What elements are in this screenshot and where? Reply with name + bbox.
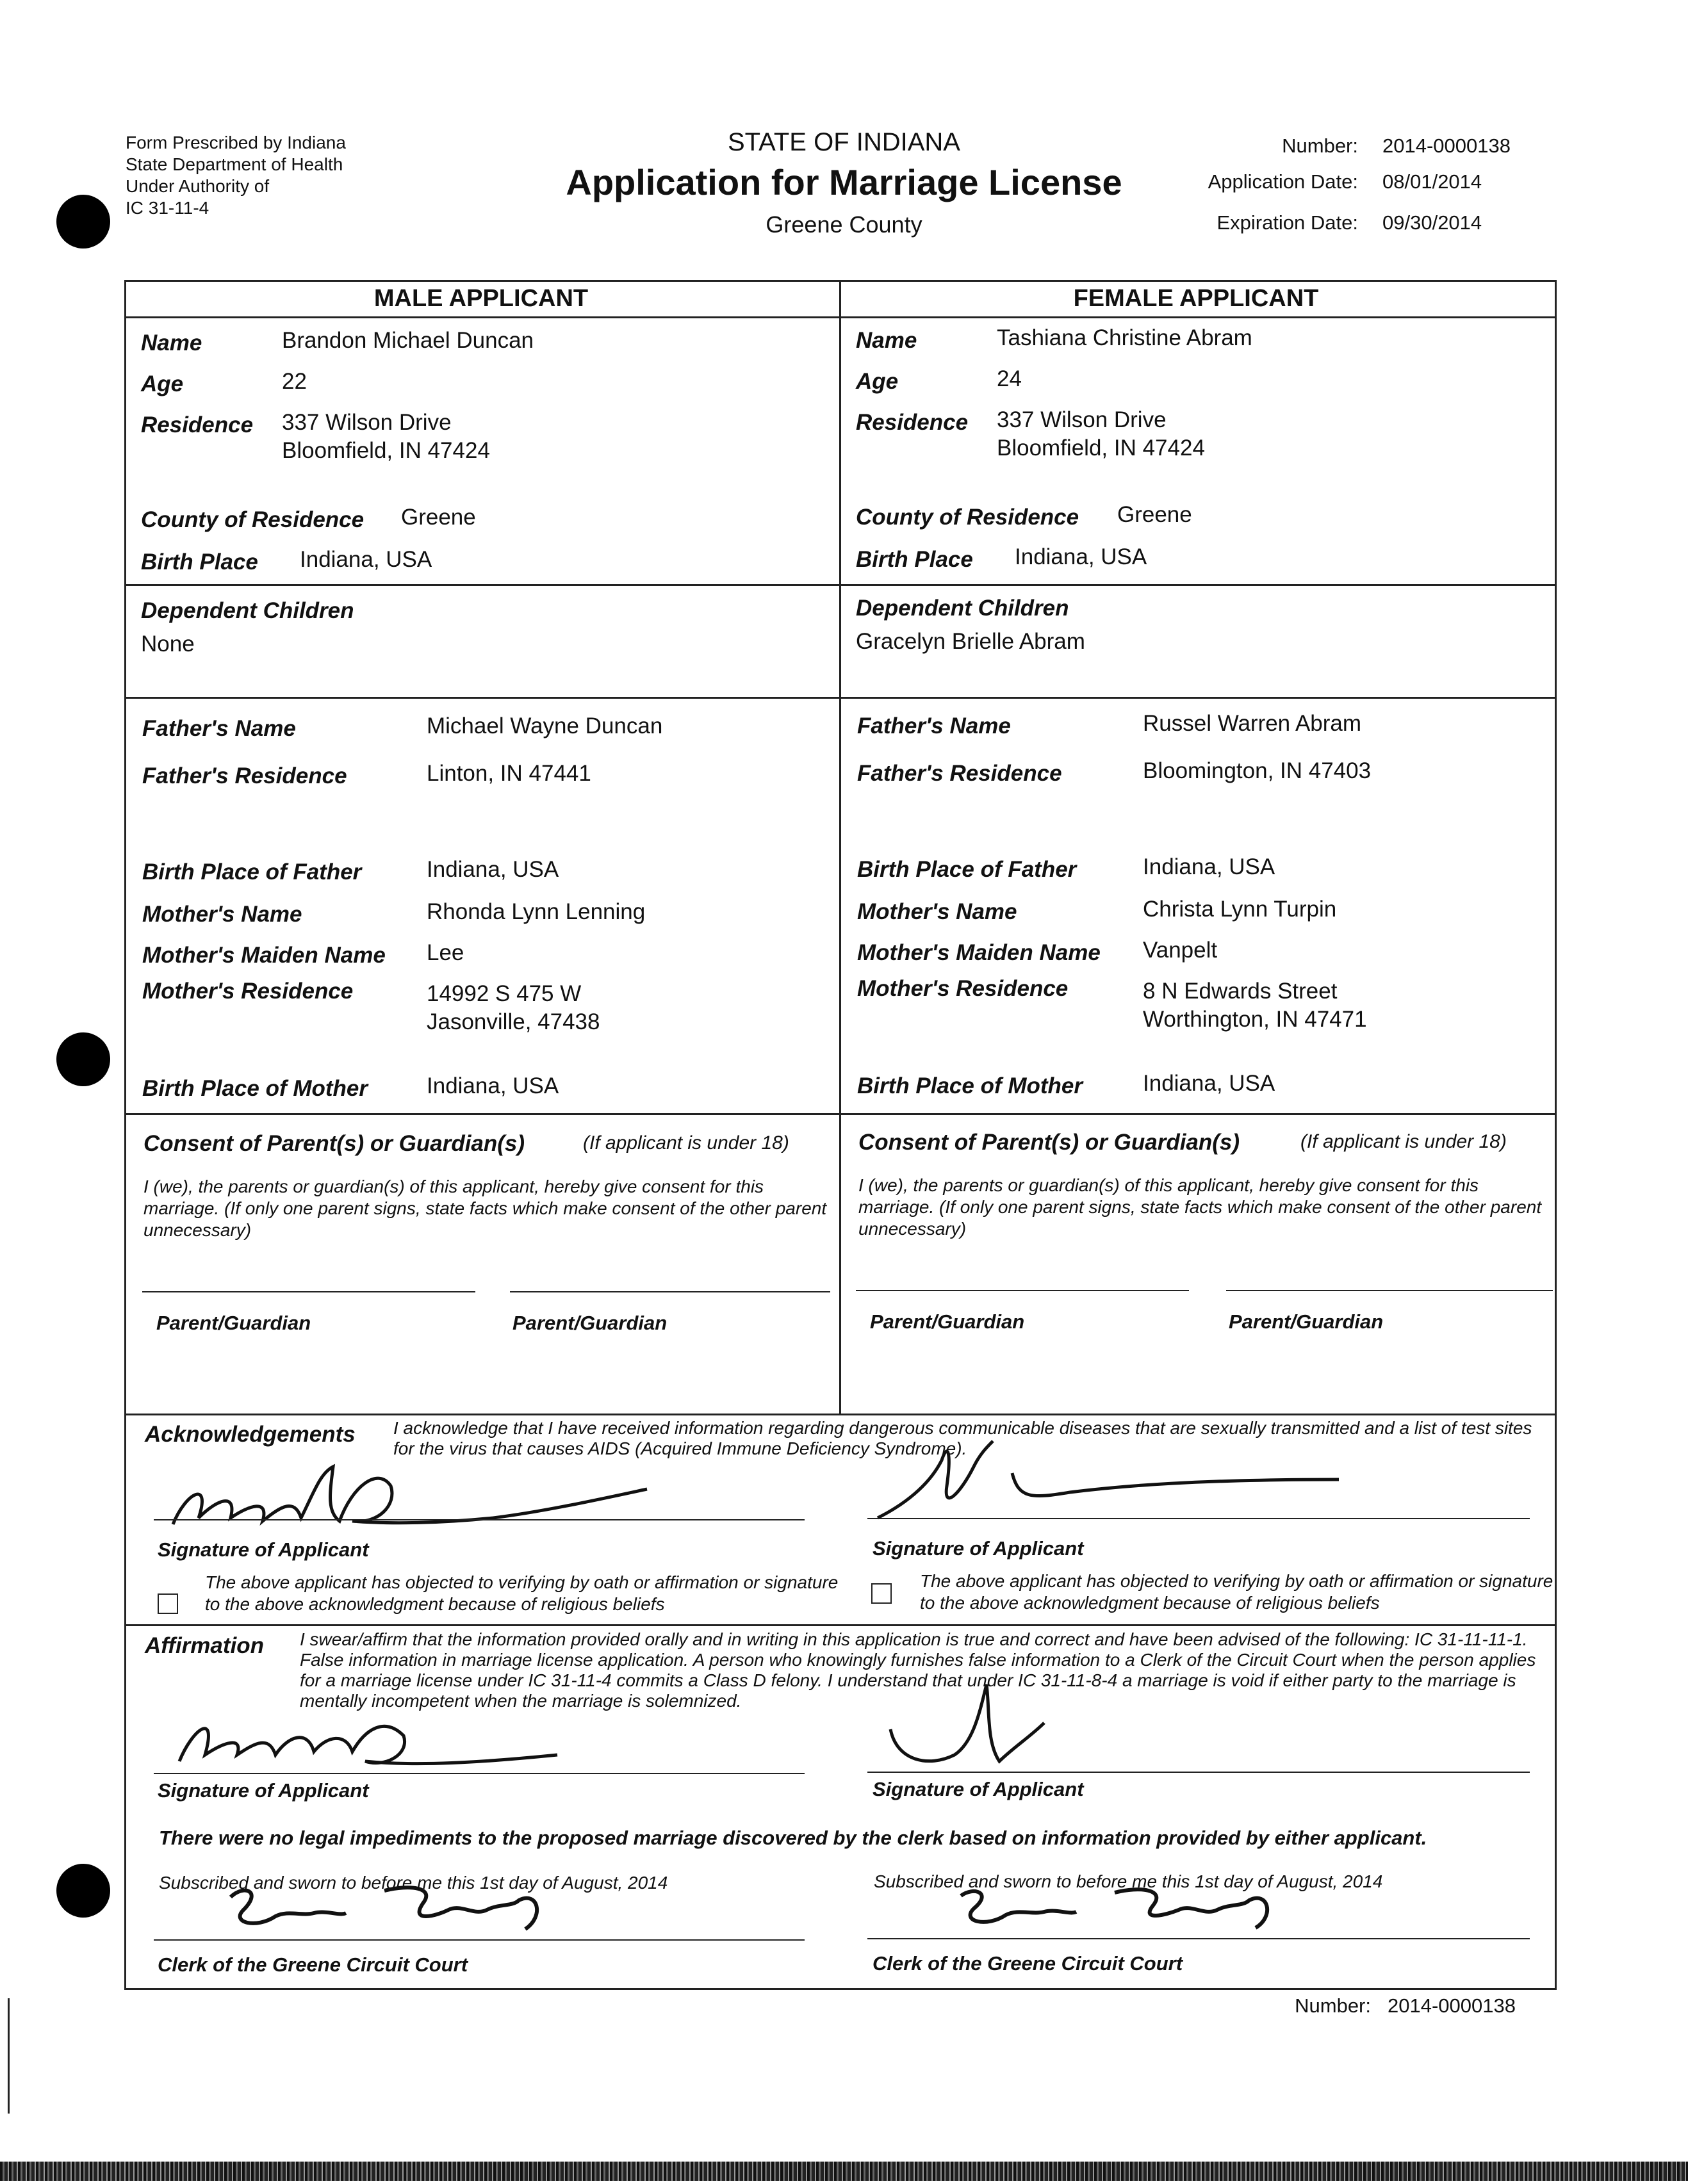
female-clerk-sigline — [867, 1938, 1530, 1939]
affirmation-text: I swear/affirm that the information provided orally and in writing in this application is true and correct and have been advised of the following: IC 31-11-11-1. False information in marriage license application. A person who knowingly furnishes false information to a Clerk of the Circuit Court when the person applies for a marriage license under IC 31-11-4 commits a Class D felony. I understand that under IC 31-11-8-4 a marriage is void if either party to the marriage is mentally incompetent when the marriage is solemnized. — [300, 1629, 1536, 1711]
female-children-label: Dependent Children — [856, 596, 1069, 621]
row-divider — [124, 584, 1557, 586]
male-acknowledgement-sigline — [154, 1519, 805, 1520]
male-consent-text: I (we), the parents or guardian(s) of this applicant, hereby give consent for this marriage. (If only one parent signs, state facts which make consent of the other parent unnecessary) — [143, 1177, 827, 1240]
male-consent-note: (If applicant is under 18) — [583, 1132, 789, 1153]
female-clerk-label: Clerk of the Greene Circuit Court — [873, 1952, 1183, 1975]
female-affirmation-signature — [878, 1672, 1198, 1787]
female-parent-guardian-label: Parent/Guardian — [1229, 1310, 1384, 1333]
state-heading: STATE OF INDIANA — [728, 128, 960, 156]
row-divider — [124, 697, 1557, 699]
female-acknowledgement-signature — [865, 1428, 1390, 1531]
male-religious-objection-checkbox[interactable] — [158, 1593, 178, 1614]
female-father-name: Russel Warren Abram — [1143, 711, 1362, 736]
female-affirmation-sigline — [867, 1772, 1530, 1773]
female-consent-text: I (we), the parents or guardian(s) of this applicant, hereby give consent for this marriage. (If only one parent signs, state facts which make consent of the other parent unnecessary) — [858, 1175, 1542, 1239]
female-birthplace: Indiana, USA — [1015, 544, 1147, 569]
male-acknowledgement-signature — [160, 1454, 685, 1544]
acknowledgements-title: Acknowledgements — [145, 1422, 356, 1447]
female-residence: 337 Wilson Drive Bloomfield, IN 47424 — [997, 407, 1205, 460]
female-applicant-heading: FEMALE APPLICANT — [1073, 285, 1319, 312]
female-birthplace-label: Birth Place — [856, 547, 973, 572]
male-residence-label: Residence — [141, 412, 254, 437]
affirmation-title: Affirmation — [145, 1633, 265, 1658]
expiration-date: 09/30/2014 — [1382, 211, 1482, 234]
male-father-name: Michael Wayne Duncan — [427, 713, 663, 738]
female-mother-maiden: Vanpelt — [1143, 938, 1218, 963]
male-age-label: Age — [141, 371, 184, 396]
male-children: None — [141, 632, 195, 656]
female-name-label: Name — [856, 328, 917, 353]
male-birthplace: Indiana, USA — [300, 547, 432, 572]
female-father-res-label: Father's Residence — [857, 761, 1062, 786]
female-affirmation-signature-label: Signature of Applicant — [873, 1778, 1084, 1800]
no-impediments-statement: There were no legal impediments to the proposed marriage discovered by the clerk based on information provided by either applicant. — [159, 1827, 1427, 1849]
male-name: Brandon Michael Duncan — [282, 328, 534, 353]
female-sworn-statement: Subscribed and sworn to before me this 1st day of August, 2014 — [874, 1871, 1383, 1891]
female-objection-text: The above applicant has objected to verifying by oath or affirmation or signature to the above acknowledgment because of religious beliefs — [920, 1571, 1553, 1613]
punch-hole — [56, 1032, 110, 1086]
female-guardian-sigline — [856, 1290, 1189, 1291]
female-mother-maiden-label: Mother's Maiden Name — [857, 940, 1101, 965]
expiration-date-label: Expiration Date: — [1217, 211, 1358, 234]
application-date: 08/01/2014 — [1382, 170, 1482, 193]
female-birth-father-label: Birth Place of Father — [857, 857, 1077, 882]
female-father-res: Bloomington, IN 47403 — [1143, 758, 1372, 783]
male-birth-father-label: Birth Place of Father — [142, 860, 362, 884]
row-divider — [124, 1414, 1557, 1415]
female-mother-name-label: Mother's Name — [857, 899, 1017, 924]
female-age-label: Age — [856, 369, 899, 394]
footer-number: 2014-0000138 — [1388, 1994, 1516, 2017]
female-mother-res: 8 N Edwards Street Worthington, IN 47471 — [1143, 979, 1367, 1032]
row-divider — [124, 1113, 1557, 1115]
acknowledgements-text: I acknowledge that I have received information regarding dangerous communicable diseases that are sexually transmitted and a list of test sites for the virus that causes AIDS (Acquired Immune Deficiency Syndrome). — [393, 1418, 1532, 1458]
female-residence-label: Residence — [856, 410, 969, 435]
footer-number-label: Number: — [1295, 1994, 1371, 2017]
male-residence: 337 Wilson Drive Bloomfield, IN 47424 — [282, 410, 490, 463]
license-number: 2014-0000138 — [1382, 134, 1511, 157]
male-birth-mother: Indiana, USA — [427, 1073, 559, 1098]
male-mother-name: Rhonda Lynn Lenning — [427, 899, 646, 924]
male-father-name-label: Father's Name — [142, 716, 296, 741]
female-consent-title: Consent of Parent(s) or Guardian(s) — [858, 1130, 1240, 1155]
male-name-label: Name — [141, 330, 202, 355]
male-clerk-sigline — [154, 1939, 805, 1941]
punch-hole — [56, 1864, 110, 1918]
female-parent-guardian-label: Parent/Guardian — [870, 1310, 1025, 1333]
male-applicant-heading: MALE APPLICANT — [373, 285, 589, 312]
application-date-label: Application Date: — [1208, 170, 1358, 193]
male-age: 22 — [282, 369, 307, 394]
male-father-res: Linton, IN 47441 — [427, 761, 591, 786]
female-birth-mother: Indiana, USA — [1143, 1071, 1275, 1096]
male-mother-res: 14992 S 475 W Jasonville, 47438 — [427, 981, 600, 1034]
male-parent-guardian-label: Parent/Guardian — [512, 1312, 668, 1334]
female-age: 24 — [997, 366, 1022, 391]
female-guardian-sigline — [1226, 1290, 1553, 1291]
female-clerk-signature — [948, 1877, 1307, 1941]
male-clerk-label: Clerk of the Greene Circuit Court — [158, 1953, 468, 1976]
female-birth-mother-label: Birth Place of Mother — [857, 1073, 1083, 1098]
female-mother-res-label: Mother's Residence — [857, 976, 1069, 1001]
male-birth-father: Indiana, USA — [427, 857, 559, 882]
female-mother-name: Christa Lynn Turpin — [1143, 897, 1337, 922]
male-clerk-signature — [218, 1871, 577, 1942]
scan-artifact-strip — [0, 2162, 1688, 2181]
male-birthplace-label: Birth Place — [141, 550, 258, 575]
scan-edge — [8, 1998, 10, 2114]
form-prescribed-note: Form Prescribed by Indiana State Department of Health Under Authority of IC 31-11-4 — [126, 133, 346, 218]
male-mother-maiden-label: Mother's Maiden Name — [142, 943, 386, 968]
female-county-label: County of Residence — [856, 505, 1079, 530]
document-title: Application for Marriage License — [566, 162, 1122, 202]
number-label: Number: — [1282, 134, 1358, 157]
female-birth-father: Indiana, USA — [1143, 854, 1275, 879]
county-heading: Greene County — [766, 211, 922, 238]
male-county: Greene — [401, 505, 476, 530]
male-consent-title: Consent of Parent(s) or Guardian(s) — [143, 1131, 525, 1156]
male-birth-mother-label: Birth Place of Mother — [142, 1076, 368, 1101]
female-county: Greene — [1117, 502, 1192, 527]
female-father-name-label: Father's Name — [857, 713, 1011, 738]
male-children-label: Dependent Children — [141, 598, 354, 623]
female-religious-objection-checkbox[interactable] — [871, 1583, 892, 1604]
male-mother-name-label: Mother's Name — [142, 902, 302, 927]
female-children: Gracelyn Brielle Abram — [856, 629, 1085, 654]
male-affirmation-sigline — [154, 1773, 805, 1774]
male-acknowledgement-signature-label: Signature of Applicant — [158, 1538, 369, 1561]
column-divider — [839, 280, 841, 1414]
female-acknowledgement-sigline — [867, 1518, 1530, 1519]
male-guardian-sigline — [510, 1291, 830, 1292]
male-mother-maiden: Lee — [427, 940, 464, 965]
male-guardian-sigline — [142, 1291, 475, 1292]
row-divider — [124, 1624, 1557, 1626]
female-name: Tashiana Christine Abram — [997, 325, 1252, 350]
male-objection-text: The above applicant has objected to verifying by oath or affirmation or signature to the above acknowledgment because of religious beliefs — [205, 1572, 839, 1614]
row-divider — [124, 316, 1557, 318]
male-mother-res-label: Mother's Residence — [142, 979, 354, 1004]
male-county-label: County of Residence — [141, 507, 365, 532]
female-consent-note: (If applicant is under 18) — [1300, 1131, 1507, 1152]
male-parent-guardian-label: Parent/Guardian — [156, 1312, 311, 1334]
male-affirmation-signature-label: Signature of Applicant — [158, 1779, 369, 1802]
male-father-res-label: Father's Residence — [142, 763, 347, 788]
female-acknowledgement-signature-label: Signature of Applicant — [873, 1537, 1084, 1560]
male-sworn-statement: Subscribed and sworn to before me this 1st day of August, 2014 — [159, 1873, 668, 1893]
